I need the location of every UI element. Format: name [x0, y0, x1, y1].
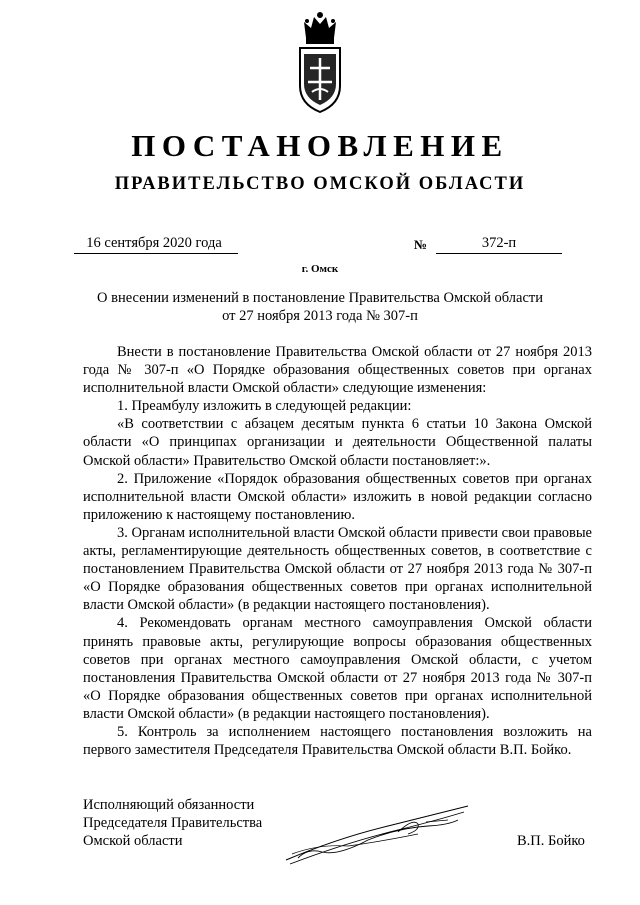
body-paragraph: 2. Приложение «Порядок образования общественных советов при органах исполнительной власти Омской области» изложить в новой редакции согласно приложению к настоящему постановлению. [83, 470, 592, 523]
coat-of-arms-icon [296, 8, 344, 116]
signatory-role [83, 796, 262, 850]
document-body [83, 343, 592, 759]
document-title: ПОСТАНОВЛЕНИЕ [131, 128, 509, 163]
body-paragraph: 1. Преамбулу изложить в следующей редакции: [117, 398, 412, 415]
handwritten-signature [278, 798, 478, 868]
body-paragraph: 5. Контроль за исполнением настоящего постановления возложить на первого заместителя Председателя Правительства Омской области В.П. Бойко. [83, 723, 592, 759]
body-paragraph: 4. Рекомендовать органам местного самоуправления Омской области принять правовые акты, регулирующие вопросы образования общественных советов при органах местного самоуправления Омской области, с учетом постановления Правительства Омской области от 27 ноября 2013 года № 307-п «О Порядке образования общественных советов при органах исполнительной власти Омской области» (в редакции настоящего постановления). [83, 615, 592, 722]
body-paragraph: Внести в постановление Правительства Омской области от 27 ноября 2013 года № 307-п «О Порядке образования общественных советов при органах исполнительной власти Омской области» следующие изменения: [83, 344, 592, 397]
signatory-role-line: Председателя Правительства [83, 815, 263, 831]
heading-line: О внесении изменений в постановление Правительства Омской области [97, 290, 543, 306]
document-date: 16 сентября 2020 года [86, 235, 222, 251]
heading-line: от 27 ноября 2013 года № 307-п [222, 308, 418, 324]
date-underline [74, 253, 238, 254]
body-paragraph: «В соответствии с абзацем десятым пункта 6 статьи 10 Закона Омской области «О принципах организации и деятельности Общественной палаты Омской области» Правительство Омской области постановляет:». [83, 416, 592, 469]
number-underline [436, 253, 562, 254]
signatory-name: В.П. Бойко [517, 833, 585, 849]
document-number: 372-п [481, 235, 517, 251]
body-paragraph: 3. Органам исполнительной власти Омской области привести свои правовые акты, регламентирующие деятельность общественных советов, в соответствие с постановлением Правительства Омской области от 27 ноября 2013 года № 307-п «О Порядке образования общественных советов при органах исполнительной власти Омской области» (в редакции настоящего постановления). [83, 524, 592, 614]
number-sign: № [414, 237, 428, 252]
signatory-role-line: Омской области [83, 833, 183, 849]
document-heading [70, 289, 570, 325]
document-city: г. Омск [301, 263, 339, 275]
signatory-role-line: Исполняющий обязанности [83, 797, 255, 813]
issuer-name: ПРАВИТЕЛЬСТВО ОМСКОЙ ОБЛАСТИ [114, 174, 526, 194]
